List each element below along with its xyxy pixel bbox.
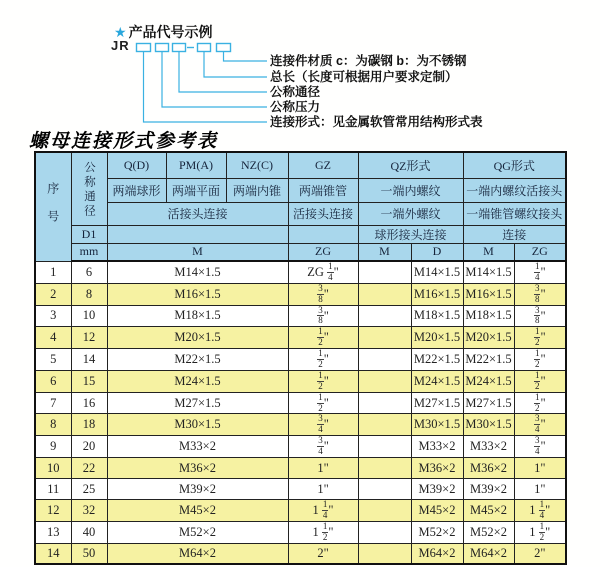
cell-qg-m: M22×1.5: [463, 349, 514, 371]
star-icon: ★: [114, 24, 127, 40]
table-row: [35, 500, 566, 522]
cell-qg-m: M64×2: [463, 543, 514, 564]
cell-dn-mm: 32: [71, 500, 107, 522]
header-serial: 序号: [35, 152, 71, 261]
code-box: [217, 44, 231, 52]
cell-row-number: 4: [35, 327, 71, 349]
cell-qz-d: M39×2: [411, 479, 463, 500]
header-m-label: M: [107, 243, 288, 261]
cell-qg-zg: 1": [514, 458, 566, 479]
cell-m-thread: M16×1.5: [107, 283, 288, 305]
cell-qz-m: [358, 479, 411, 500]
header-qg-m-label: M: [463, 243, 514, 261]
cell-row-number: 10: [35, 458, 71, 479]
cell-zg-size: $\frac{1}{2}$ ": [288, 349, 358, 371]
header-col-gz: GZ: [288, 152, 358, 178]
cell-dn-mm: 14: [71, 349, 107, 371]
cell-m-thread: M52×2: [107, 521, 288, 543]
header-gz-desc: 两端锥管: [288, 178, 358, 202]
table-row: [35, 349, 566, 371]
header-d1: D1: [71, 225, 107, 243]
header-qg-desc1: 一端内螺纹活接头: [463, 178, 566, 202]
cell-qg-zg: $\frac{3}{8}$ ": [514, 305, 566, 327]
cell-qg-zg: $\frac{1}{2}$ ": [514, 392, 566, 414]
cell-row-number: 1: [35, 261, 71, 283]
cell-m-thread: M39×2: [107, 479, 288, 500]
cell-m-thread: M27×1.5: [107, 392, 288, 414]
cell-row-number: 3: [35, 305, 71, 327]
cell-dn-mm: 6: [71, 261, 107, 283]
cell-qz-m: [358, 327, 411, 349]
connector-line: [204, 52, 267, 77]
cell-qg-m: M16×1.5: [463, 283, 514, 305]
cell-qz-d: M30×1.5: [411, 414, 463, 436]
code-box: [173, 44, 186, 52]
cell-qz-m: [358, 283, 411, 305]
cell-zg-size: $\frac{3}{4}$ ": [288, 414, 358, 436]
table-row: [35, 283, 566, 305]
table-row: [35, 414, 566, 436]
cell-row-number: 9: [35, 436, 71, 458]
table-row: [35, 327, 566, 349]
header-blank-gz: [288, 225, 358, 243]
code-label-form: 连接形式：见金属软管常用结构形式表: [270, 115, 483, 129]
header-nominal-diameter: 公称通径: [71, 152, 107, 225]
code-box: [137, 44, 151, 52]
cell-row-number: 7: [35, 392, 71, 414]
header-qz-d-label: D: [411, 243, 463, 261]
cell-zg-size: $\frac{1}{2}$ ": [288, 392, 358, 414]
cell-qg-zg: 1": [514, 479, 566, 500]
cell-qg-m: M36×2: [463, 458, 514, 479]
cell-zg-size: 1": [288, 479, 358, 500]
cell-m-thread: M14×1.5: [107, 261, 288, 283]
cell-qz-d: M52×2: [411, 521, 463, 543]
table-body: [35, 261, 566, 564]
table-row: [35, 458, 566, 479]
cell-qz-m: [358, 261, 411, 283]
header-gz-conn: 活接头连接: [288, 202, 358, 225]
header-qz-desc2: 一端外螺纹: [358, 202, 463, 225]
cell-m-thread: M22×1.5: [107, 349, 288, 371]
cell-zg-size: $\frac{3}{8}$ ": [288, 305, 358, 327]
cell-dn-mm: 18: [71, 414, 107, 436]
cell-qz-m: [358, 349, 411, 371]
cell-qz-d: M22×1.5: [411, 349, 463, 371]
cell-qg-m: M45×2: [463, 500, 514, 522]
header-blank-wide: [107, 225, 288, 243]
cell-qg-m: M14×1.5: [463, 261, 514, 283]
cell-dn-mm: 15: [71, 370, 107, 392]
diagram-title-text: 产品代号示例: [128, 24, 213, 40]
cell-m-thread: M36×2: [107, 458, 288, 479]
cell-zg-size: 2": [288, 543, 358, 564]
cell-zg-size: ZG $\frac{1}{4}$ ": [288, 261, 358, 283]
table-row: [35, 479, 566, 500]
header-col-pm: PM(A): [166, 152, 226, 178]
table-row: [35, 436, 566, 458]
cell-qg-zg: $\frac{1}{2}$ ": [514, 327, 566, 349]
cell-qz-d: M64×2: [411, 543, 463, 564]
cell-qz-m: [358, 305, 411, 327]
header-zg-label: ZG: [288, 243, 358, 261]
header-qg-zg-label: ZG: [514, 243, 566, 261]
table-header: [35, 152, 566, 261]
cell-m-thread: M45×2: [107, 500, 288, 522]
cell-qz-d: M36×2: [411, 458, 463, 479]
table-row: [35, 521, 566, 543]
cell-dn-mm: 22: [71, 458, 107, 479]
cell-qg-m: M27×1.5: [463, 392, 514, 414]
table-row: [35, 543, 566, 564]
cell-qz-d: M45×2: [411, 500, 463, 522]
connector-line: [162, 52, 267, 107]
cell-row-number: 14: [35, 543, 71, 564]
header-qz-desc3: 球形接头连接: [358, 225, 463, 243]
cell-dn-mm: 12: [71, 327, 107, 349]
code-label-material: 连接件材质 c：为碳钢 b：为不锈钢: [270, 54, 467, 68]
cell-qg-m: M39×2: [463, 479, 514, 500]
cell-m-thread: M64×2: [107, 543, 288, 564]
cell-zg-size: 1 $\frac{1}{4}$ ": [288, 500, 358, 522]
table-row: [35, 370, 566, 392]
cell-row-number: 13: [35, 521, 71, 543]
cell-zg-size: 1": [288, 458, 358, 479]
cell-qg-zg: 1 $\frac{1}{4}$ ": [514, 500, 566, 522]
cell-m-thread: M24×1.5: [107, 370, 288, 392]
cell-row-number: 11: [35, 479, 71, 500]
cell-qz-m: [358, 414, 411, 436]
header-pm-desc: 两端平面: [166, 178, 226, 202]
cell-row-number: 12: [35, 500, 71, 522]
header-qz-m-label: M: [358, 243, 411, 261]
cell-qz-m: [358, 500, 411, 522]
cell-qz-d: M14×1.5: [411, 261, 463, 283]
cell-qz-m: [358, 543, 411, 564]
cell-qg-m: M33×2: [463, 436, 514, 458]
cell-zg-size: $\frac{3}{8}$ ": [288, 283, 358, 305]
cell-zg-size: $\frac{1}{2}$ ": [288, 370, 358, 392]
cell-qg-zg: $\frac{3}{8}$ ": [514, 283, 566, 305]
cell-qz-m: [358, 392, 411, 414]
cell-qg-zg: 1 $\frac{1}{2}$ ": [514, 521, 566, 543]
code-label-length: 总长（长度可根据用户要求定制）: [270, 70, 458, 84]
code-label-pressure: 公称压力: [270, 100, 321, 114]
code-box: [198, 44, 211, 52]
nut-connection-table: [34, 151, 567, 565]
cell-qz-d: M27×1.5: [411, 392, 463, 414]
cell-qg-m: M52×2: [463, 521, 514, 543]
header-q-desc: 两端球形: [107, 178, 166, 202]
cell-qg-zg: 2": [514, 543, 566, 564]
cell-qz-d: M16×1.5: [411, 283, 463, 305]
table-row: [35, 261, 566, 283]
cell-qg-zg: $\frac{3}{4}$ ": [514, 436, 566, 458]
cell-qg-m: M18×1.5: [463, 305, 514, 327]
cell-qz-m: [358, 436, 411, 458]
header-qg-desc2: 一端锥管螺纹接头: [463, 202, 566, 225]
cell-qg-zg: $\frac{1}{2}$ ": [514, 349, 566, 371]
cell-zg-size: 1 $\frac{1}{2}$ ": [288, 521, 358, 543]
code-prefix: JR: [111, 38, 130, 53]
connector-line: [224, 52, 268, 61]
header-qg-desc3: 连接: [463, 225, 566, 243]
cell-qz-m: [358, 521, 411, 543]
cell-row-number: 2: [35, 283, 71, 305]
cell-dn-mm: 25: [71, 479, 107, 500]
cell-qz-d: M24×1.5: [411, 370, 463, 392]
header-union-conn: 活接头连接: [107, 202, 288, 225]
cell-row-number: 5: [35, 349, 71, 371]
header-col-q: Q(D): [107, 152, 166, 178]
cell-qg-zg: $\frac{1}{2}$ ": [514, 370, 566, 392]
cell-dn-mm: 8: [71, 283, 107, 305]
cell-m-thread: M20×1.5: [107, 327, 288, 349]
cell-qg-zg: $\frac{1}{4}$ ": [514, 261, 566, 283]
cell-m-thread: M30×1.5: [107, 414, 288, 436]
cell-dn-mm: 10: [71, 305, 107, 327]
cell-dn-mm: 20: [71, 436, 107, 458]
cell-zg-size: $\frac{1}{2}$ ": [288, 327, 358, 349]
header-qz-desc1: 一端内螺纹: [358, 178, 463, 202]
cell-qz-d: M20×1.5: [411, 327, 463, 349]
cell-m-thread: M33×2: [107, 436, 288, 458]
header-col-qz: QZ形式: [358, 152, 463, 178]
cell-m-thread: M18×1.5: [107, 305, 288, 327]
header-nz-desc: 两端内锥: [226, 178, 288, 202]
cell-dn-mm: 16: [71, 392, 107, 414]
cell-qz-d: M18×1.5: [411, 305, 463, 327]
header-col-qg: QG形式: [463, 152, 566, 178]
cell-qz-d: M33×2: [411, 436, 463, 458]
cell-row-number: 6: [35, 370, 71, 392]
cell-qz-m: [358, 458, 411, 479]
header-col-nz: NZ(C): [226, 152, 288, 178]
cell-zg-size: $\frac{3}{4}$ ": [288, 436, 358, 458]
cell-qz-m: [358, 370, 411, 392]
cell-qg-zg: $\frac{3}{4}$ ": [514, 414, 566, 436]
cell-qg-m: M20×1.5: [463, 327, 514, 349]
code-box: [156, 44, 169, 52]
table-row: [35, 305, 566, 327]
cell-dn-mm: 50: [71, 543, 107, 564]
cell-row-number: 8: [35, 414, 71, 436]
cell-qg-m: M30×1.5: [463, 414, 514, 436]
table-title: 螺母连接形式参考表: [29, 131, 219, 152]
cell-dn-mm: 40: [71, 521, 107, 543]
cell-qg-m: M24×1.5: [463, 370, 514, 392]
header-mm: mm: [71, 243, 107, 261]
code-label-diameter: 公称通径: [270, 85, 321, 99]
table-row: [35, 392, 566, 414]
